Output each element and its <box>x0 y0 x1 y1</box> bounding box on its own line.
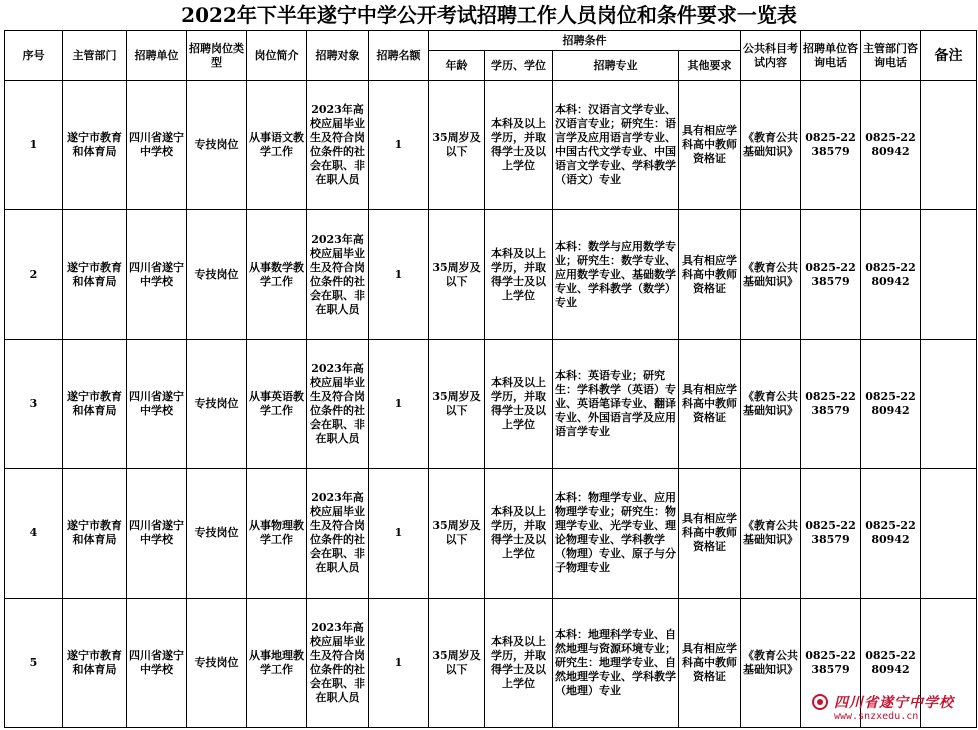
cell-dept: 遂宁市教育和体育局 <box>63 339 127 468</box>
cell-dept-phone: 0825-2280942 <box>861 469 921 598</box>
cell-target: 2023年高校应届毕业生及符合岗位条件的社会在职、非在职人员 <box>307 210 369 339</box>
cell-dept-phone: 0825-2280942 <box>861 81 921 210</box>
header-dept: 主管部门 <box>63 31 127 81</box>
header-target: 招聘对象 <box>307 31 369 81</box>
cell-dept-phone: 0825-2280942 <box>861 339 921 468</box>
cell-seq: 3 <box>5 339 63 468</box>
cell-other: 具有相应学科高中教师资格证 <box>679 469 741 598</box>
cell-unit: 四川省遂宁中学校 <box>127 469 187 598</box>
cell-other: 具有相应学科高中教师资格证 <box>679 81 741 210</box>
cell-dept: 遂宁市教育和体育局 <box>63 598 127 727</box>
cell-age: 35周岁及以下 <box>429 598 485 727</box>
cell-note <box>921 81 977 210</box>
header-exam: 公共科目考试内容 <box>741 31 801 81</box>
cell-quota: 1 <box>369 598 429 727</box>
cell-seq: 1 <box>5 81 63 210</box>
table-row <box>5 81 977 210</box>
cell-unit: 四川省遂宁中学校 <box>127 81 187 210</box>
table-row <box>5 469 977 598</box>
cell-target: 2023年高校应届毕业生及符合岗位条件的社会在职、非在职人员 <box>307 81 369 210</box>
cell-unit-phone: 0825-2238579 <box>801 469 861 598</box>
cell-edu: 本科及以上学历，并取得学士及以上学位 <box>485 598 553 727</box>
cell-target: 2023年高校应届毕业生及符合岗位条件的社会在职、非在职人员 <box>307 598 369 727</box>
cell-major: 本科：物理学专业、应用物理学专业；研究生：物理学专业、光学专业、理论物理专业、学科教学（物理）专业、原子与分子物理专业 <box>553 469 679 598</box>
cell-post-type: 专技岗位 <box>187 81 247 210</box>
cell-exam: 《教育公共基础知识》 <box>741 81 801 210</box>
header-row-1 <box>5 31 977 51</box>
school-logo-icon <box>812 694 828 710</box>
cell-quota: 1 <box>369 210 429 339</box>
cell-quota: 1 <box>369 469 429 598</box>
cell-note <box>921 210 977 339</box>
cell-seq: 5 <box>5 598 63 727</box>
cell-quota: 1 <box>369 81 429 210</box>
cell-age: 35周岁及以下 <box>429 81 485 210</box>
cell-post-type: 专技岗位 <box>187 469 247 598</box>
cell-unit: 四川省遂宁中学校 <box>127 210 187 339</box>
cell-unit-phone: 0825-2238579 <box>801 598 861 727</box>
cell-quota: 1 <box>369 339 429 468</box>
cell-seq: 2 <box>5 210 63 339</box>
watermark-name: 四川省遂宁中学校 <box>834 695 954 711</box>
cell-dept: 遂宁市教育和体育局 <box>63 210 127 339</box>
header-post-brief: 岗位简介 <box>247 31 307 81</box>
cell-unit-phone: 0825-2238579 <box>801 81 861 210</box>
cell-age: 35周岁及以下 <box>429 339 485 468</box>
cell-post-type: 专技岗位 <box>187 339 247 468</box>
cell-dept: 遂宁市教育和体育局 <box>63 469 127 598</box>
cell-note <box>921 469 977 598</box>
cell-post-brief: 从事数学教学工作 <box>247 210 307 339</box>
watermark-url: www.snzxedu.cn <box>834 711 919 722</box>
cell-post-brief: 从事英语教学工作 <box>247 339 307 468</box>
header-dept-phone: 主管部门咨询电话 <box>861 31 921 81</box>
watermark <box>812 692 972 726</box>
header-edu: 学历、学位 <box>485 51 553 81</box>
cell-dept-phone: 0825-2280942 <box>861 598 921 727</box>
cell-age: 35周岁及以下 <box>429 469 485 598</box>
cell-note <box>921 339 977 468</box>
header-conditions: 招聘条件 <box>429 31 741 51</box>
cell-dept-phone: 0825-2280942 <box>861 210 921 339</box>
cell-unit-phone: 0825-2238579 <box>801 339 861 468</box>
table-row <box>5 339 977 468</box>
header-seq: 序号 <box>5 31 63 81</box>
header-unit-phone: 招聘单位咨询电话 <box>801 31 861 81</box>
header-other: 其他要求 <box>679 51 741 81</box>
header-post-type: 招聘岗位类型 <box>187 31 247 81</box>
table-row <box>5 210 977 339</box>
cell-dept: 遂宁市教育和体育局 <box>63 81 127 210</box>
cell-unit-phone: 0825-2238579 <box>801 210 861 339</box>
cell-post-type: 专技岗位 <box>187 598 247 727</box>
cell-other: 具有相应学科高中教师资格证 <box>679 598 741 727</box>
cell-exam: 《教育公共基础知识》 <box>741 469 801 598</box>
header-major: 招聘专业 <box>553 51 679 81</box>
cell-edu: 本科及以上学历，并取得学士及以上学位 <box>485 469 553 598</box>
cell-other: 具有相应学科高中教师资格证 <box>679 339 741 468</box>
cell-unit: 四川省遂宁中学校 <box>127 339 187 468</box>
cell-edu: 本科及以上学历，并取得学士及以上学位 <box>485 81 553 210</box>
recruitment-table <box>4 30 977 728</box>
cell-exam: 《教育公共基础知识》 <box>741 339 801 468</box>
cell-target: 2023年高校应届毕业生及符合岗位条件的社会在职、非在职人员 <box>307 469 369 598</box>
cell-target: 2023年高校应届毕业生及符合岗位条件的社会在职、非在职人员 <box>307 339 369 468</box>
page-title: 2022年下半年遂宁中学公开考试招聘工作人员岗位和条件要求一览表 <box>181 3 797 27</box>
cell-exam: 《教育公共基础知识》 <box>741 210 801 339</box>
header-unit: 招聘单位 <box>127 31 187 81</box>
cell-edu: 本科及以上学历，并取得学士及以上学位 <box>485 339 553 468</box>
cell-exam: 《教育公共基础知识》 <box>741 598 801 727</box>
cell-seq: 4 <box>5 469 63 598</box>
header-age: 年龄 <box>429 51 485 81</box>
cell-unit: 四川省遂宁中学校 <box>127 598 187 727</box>
cell-major: 本科：英语专业；研究生：学科教学（英语）专业、英语笔译专业、翻译专业、外国语言学及应用语言学专业 <box>553 339 679 468</box>
cell-major: 本科：数学与应用数学专业；研究生：数学专业、应用数学专业、基础数学专业、学科教学（数学）专业 <box>553 210 679 339</box>
cell-other: 具有相应学科高中教师资格证 <box>679 210 741 339</box>
header-quota: 招聘名额 <box>369 31 429 81</box>
cell-post-brief: 从事物理教学工作 <box>247 469 307 598</box>
cell-edu: 本科及以上学历，并取得学士及以上学位 <box>485 210 553 339</box>
cell-major: 本科：汉语言文学专业、汉语言专业；研究生：语言学及应用语言学专业、中国古代文学专业、中国语言文学专业、学科教学（语文）专业 <box>553 81 679 210</box>
cell-major: 本科：地理科学专业、自然地理与资源环境专业；研究生：地理学专业、自然地理学专业、学科教学（地理）专业 <box>553 598 679 727</box>
cell-post-brief: 从事语文教学工作 <box>247 81 307 210</box>
cell-post-brief: 从事地理教学工作 <box>247 598 307 727</box>
cell-age: 35周岁及以下 <box>429 210 485 339</box>
cell-post-type: 专技岗位 <box>187 210 247 339</box>
header-note: 备注 <box>921 31 977 81</box>
